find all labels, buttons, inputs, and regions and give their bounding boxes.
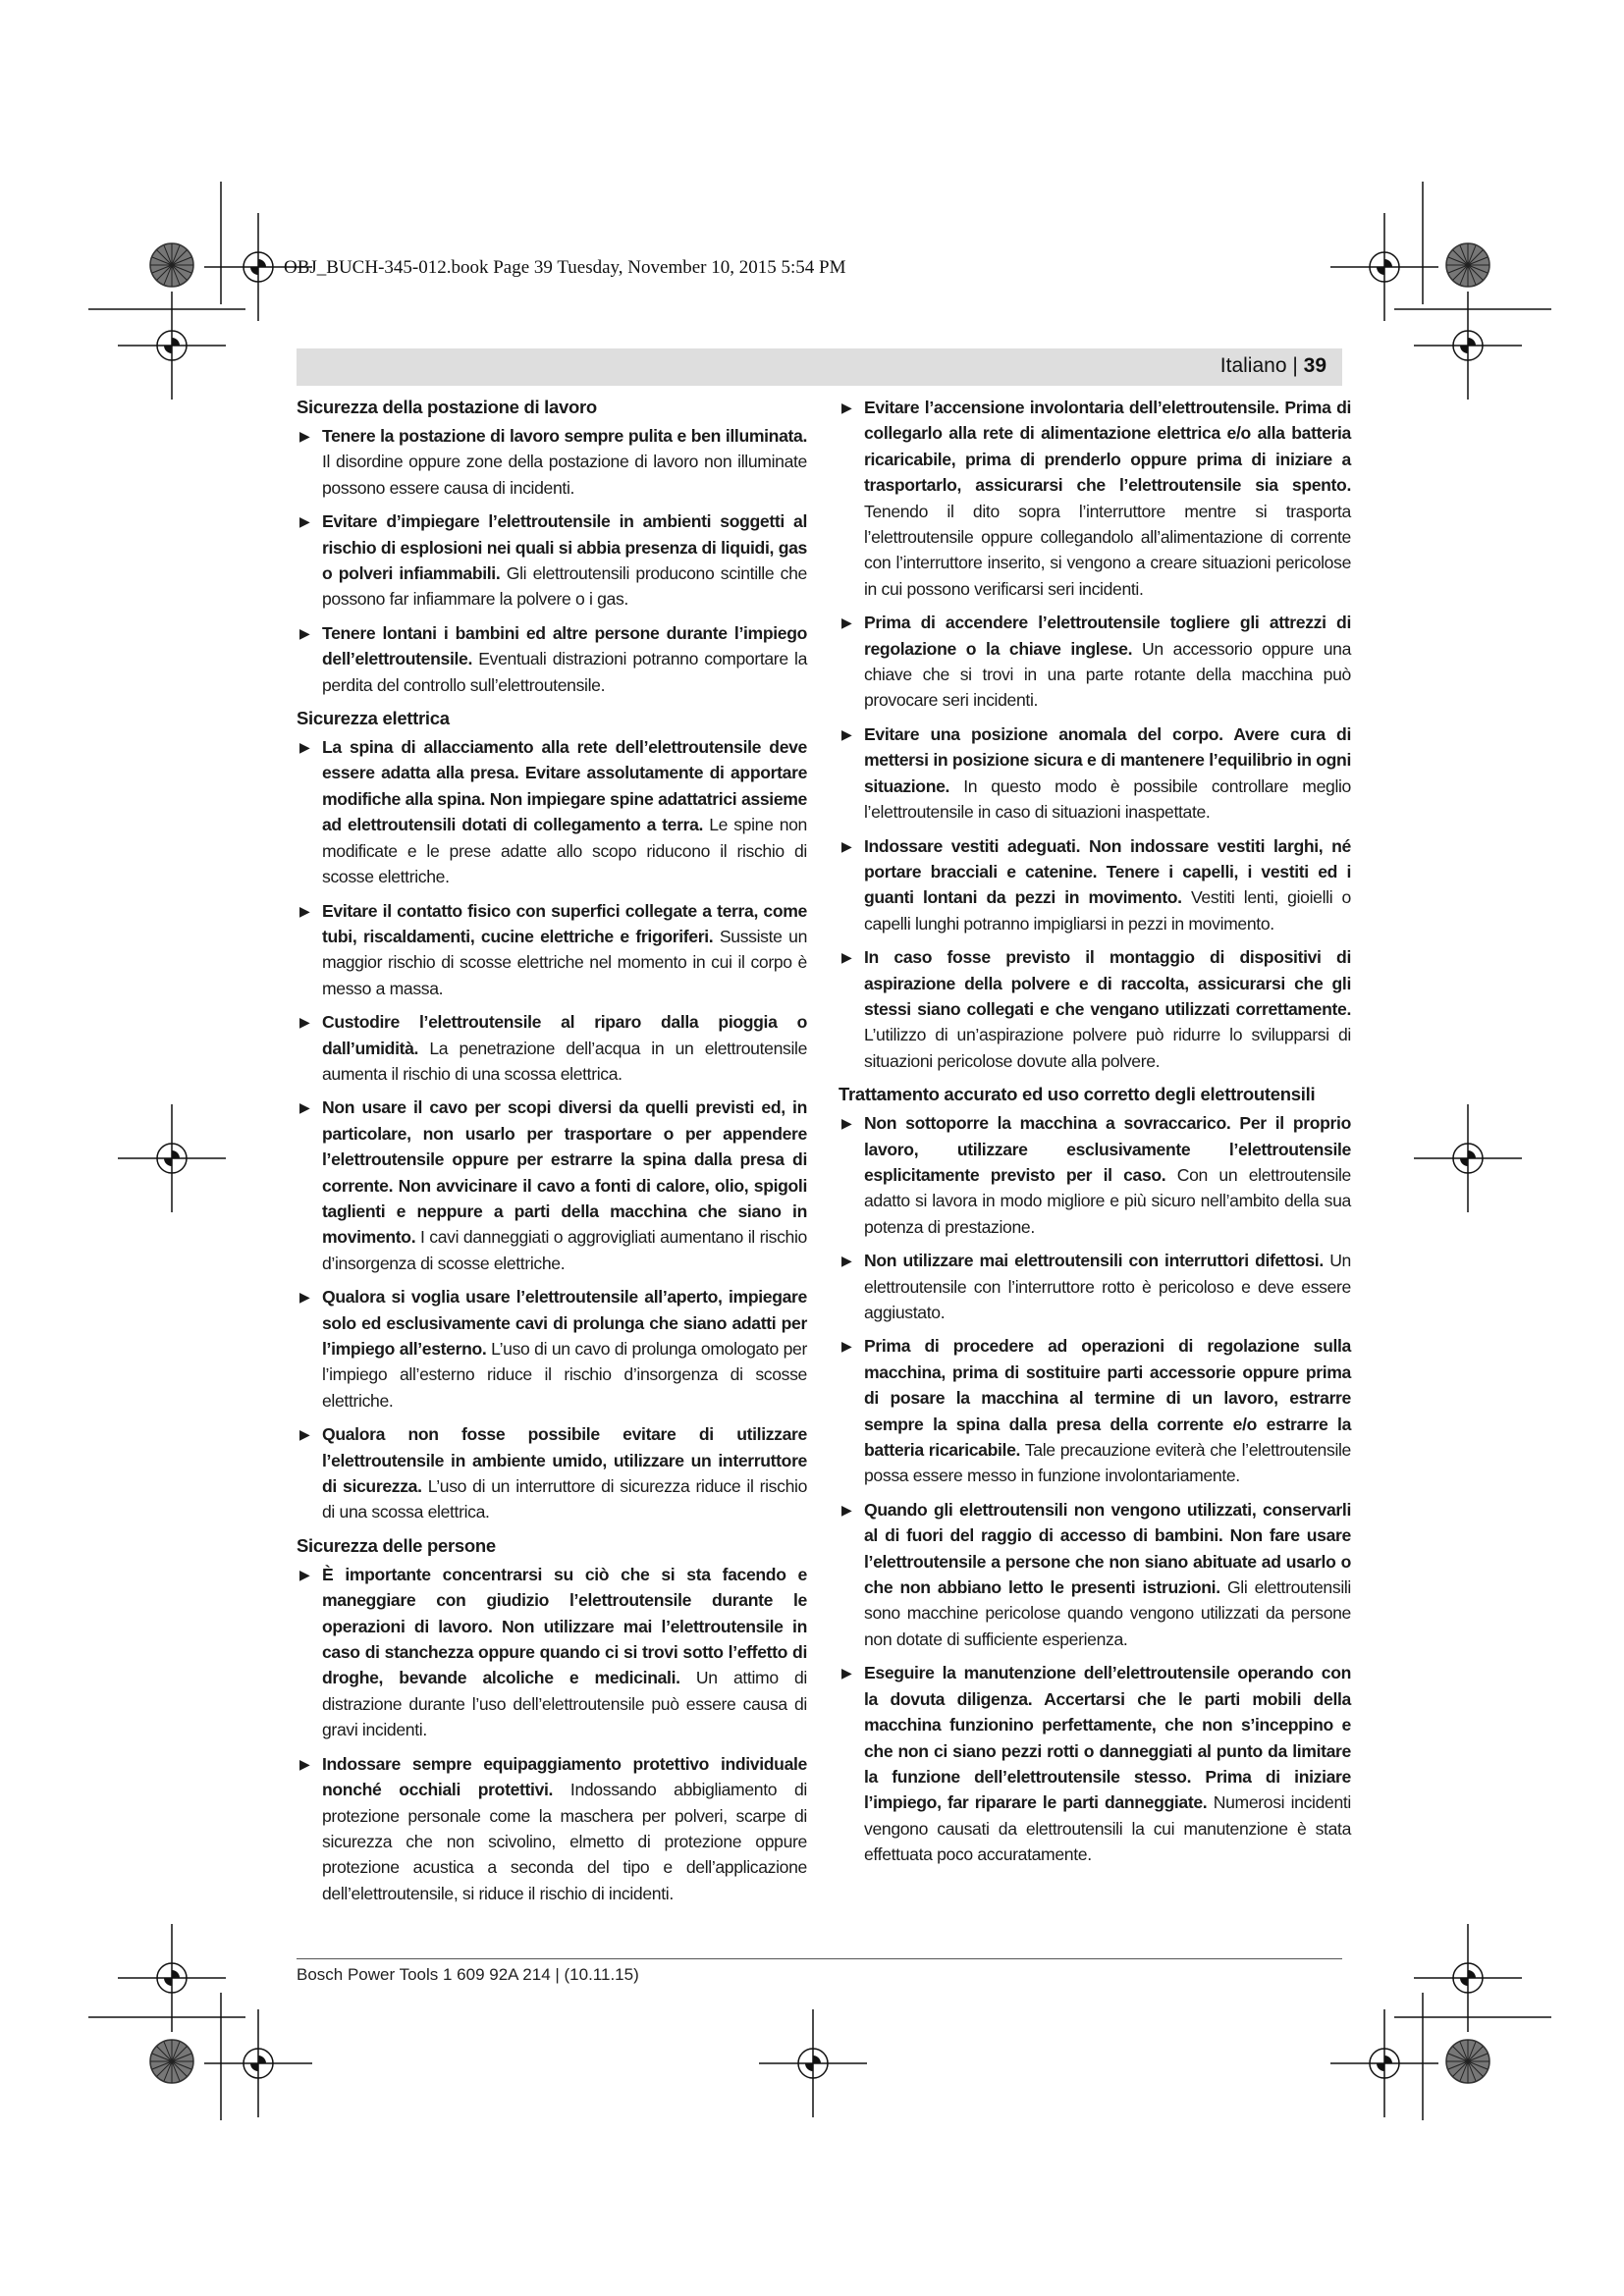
color-wheel-bottom-left: [150, 2040, 193, 2083]
list-item: ▶ In caso fosse previsto il montaggio di dispositivi di aspirazione della polvere e di raccolta, assicurarsi che gli stessi siano collegati e che vengano utilizzati correttamente. L’utilizzo di un’aspirazione polvere può ridurre lo svilupparsi di situazioni pericolose dovute alla polvere.: [839, 944, 1351, 1074]
list-item: ▶ La spina di allacciamento alla rete dell’elettroutensile deve essere adatta alla presa. Evitare assolutamente di apportare modifiche alla spina. Non impiegare spine adattatrici assieme ad elettroutensili dotati di collegamento a terra. Le spine non modificate e le prese adatte allo scopo riducono il rischio di scosse elettriche.: [297, 734, 807, 889]
registration-mark-upper-right: [1414, 292, 1522, 400]
bullet-arrow-icon: ▶: [299, 1014, 310, 1031]
header-separator: |: [1286, 354, 1304, 377]
right-column: [839, 395, 1351, 1876]
list-item: ▶ Qualora si voglia usare l’elettroutensile all’aperto, impiegare solo ed esclusivamente cavi di prolunga che siano adatti per l’impiego all’esterno. L’uso di un cavo di prolunga omologato per l’impiego all’esterno riduce il rischio d’insorgenza di scosse elettriche.: [297, 1284, 807, 1414]
list-item: ▶ Evitare l’accensione involontaria dell’elettroutensile. Prima di collegarlo alla rete di alimentazione elettrica e/o alla batteria ricaricabile, prima di prenderlo oppure prima di iniziare a trasportarlo, assicurarsi che l’elettroutensile sia spento. Tenendo il dito sopra l’interruttore mentre si trasporta l’elettroutensile oppure collegandolo all’alimentazione di corrente con l’interruttore inserito, si vengono a creare situazioni pericolose in cui possono verificarsi seri incidenti.: [839, 395, 1351, 602]
footer-divider: [297, 1958, 1342, 1959]
bullet-arrow-icon: ▶: [299, 513, 310, 530]
color-wheel-top-right: [1446, 243, 1489, 287]
bullet-arrow-icon: ▶: [299, 1566, 310, 1582]
page-header: [1220, 354, 1326, 378]
list-item: ▶ Tenere la postazione di lavoro sempre pulita e ben illuminata. Il disordine oppure zone della postazione di lavoro non illuminate possono essere causa di incidenti.: [297, 423, 807, 501]
bullet-arrow-icon: ▶: [299, 902, 310, 919]
bullet-arrow-icon: ▶: [841, 1501, 852, 1518]
list-item: ▶ Qualora non fosse possibile evitare di utilizzare l’elettroutensile in ambiente umido, utilizzare un interruttore di sicurezza. L’uso di un interruttore di sicurezza riduce il rischio di una scossa elettrica.: [297, 1421, 807, 1525]
bullet-arrow-icon: ▶: [299, 624, 310, 641]
list-item: ▶ Eseguire la manutenzione dell’elettroutensile operando con la dovuta diligenza. Accertarsi che le parti mobili della macchina funzionino perfettamente, che non s’inceppino e che non ci siano pezzi rotti o danneggiati al punto da limitare la funzione dell’elettroutensile stesso. Prima di iniziare l’impiego, far riparare le parti danneggiate. Numerosi incidenti vengono causati da elettroutensili la cui manutenzione è stata effettuata poco accuratamente.: [839, 1660, 1351, 1867]
list-item: ▶ Prima di procedere ad operazioni di regolazione sulla macchina, prima di sostituire parti accessorie oppure prima di posare la macchina al termine di un lavoro, estrarre sempre la spina dalla presa della corrente e/o estrarre la batteria ricaricabile. Tale precauzione eviterà che l’elettroutensile possa essere messo in funzione involontariamente.: [839, 1333, 1351, 1488]
registration-mark-mid-right: [1414, 1104, 1522, 1212]
bullet-arrow-icon: ▶: [841, 1253, 852, 1269]
bullet-arrow-icon: ▶: [299, 428, 310, 444]
bullet-arrow-icon: ▶: [299, 1099, 310, 1116]
bullet-arrow-icon: ▶: [841, 1115, 852, 1132]
header-bar: [297, 348, 1342, 386]
section-title: Sicurezza delle persone: [297, 1534, 496, 1556]
list-item: ▶ Non utilizzare mai elettroutensili con interruttori difettosi. Un elettroutensile con l’interruttore rotto è pericoloso e deve essere aggiustato.: [839, 1248, 1351, 1325]
list-item: ▶ Non sottoporre la macchina a sovraccarico. Per il proprio lavoro, utilizzare esclusivamente l’elettroutensile esplicitamente previsto per il caso. Con un elettroutensile adatto si lavora in modo migliore e più sicuro nell’ambito della sua potenza di prestazione.: [839, 1110, 1351, 1240]
bullet-arrow-icon: ▶: [299, 739, 310, 756]
list-item: ▶ Custodire l’elettroutensile al riparo dalla pioggia o dall’umidità. La penetrazione dell’acqua in un elettroutensile aumenta il rischio di una scossa elettrica.: [297, 1009, 807, 1087]
registration-mark-lower-right: [1414, 1924, 1522, 2032]
list-item: ▶ Quando gli elettroutensili non vengono utilizzati, conservarli al di fuori del raggio di accesso di bambini. Non fare usare l’elettroutensile a persone che non siano abituate ad usarlo o che non abbiano letto le presenti istruzioni. Gli elettroutensili sono macchine pericolose quando vengono utilizzati da persone non dotate di sufficiente esperienza.: [839, 1497, 1351, 1652]
page-footer: Bosch Power Tools 1 609 92A 214 | (10.11.15): [297, 1965, 639, 1984]
bullet-arrow-icon: ▶: [841, 949, 852, 966]
bullet-arrow-icon: ▶: [841, 1338, 852, 1355]
bullet-arrow-icon: ▶: [841, 725, 852, 742]
bullet-arrow-icon: ▶: [299, 1426, 310, 1443]
bullet-arrow-icon: ▶: [299, 1289, 310, 1306]
registration-mark-mid-left: [118, 1104, 226, 1212]
list-item: ▶ Non usare il cavo per scopi diversi da quelli previsti ed, in particolare, non usarlo per trasportare o per appendere l’elettroutensile oppure per estrarre la spina dalla presa di corrente. Non avvicinare il cavo a fonti di calore, olio, spigoli taglienti e neppure a parti della macchina che siano in movimento. I cavi danneggiati o aggrovigliati aumentano il rischio d’insorgenza di scosse elettriche.: [297, 1095, 807, 1276]
bullet-arrow-icon: ▶: [841, 1665, 852, 1682]
registration-mark-upper-left: [118, 292, 226, 400]
bullet-arrow-icon: ▶: [841, 400, 852, 415]
bullet-arrow-icon: ▶: [841, 614, 852, 631]
section-title: Sicurezza elettrica: [297, 708, 450, 729]
bullet-arrow-icon: ▶: [841, 837, 852, 854]
color-wheel-bottom-right: [1446, 2040, 1489, 2083]
print-slug: OBJ_BUCH-345-012.book Page 39 Tuesday, November 10, 2015 5:54 PM: [284, 257, 846, 278]
left-column: [297, 395, 807, 1914]
list-item: ▶ Evitare una posizione anomala del corpo. Avere cura di mettersi in posizione sicura e di mantenere l’equilibrio in ogni situazione. In questo modo è possibile controllare meglio l’elettroutensile in caso di situazioni inaspettate.: [839, 721, 1351, 826]
header-language: Italiano: [1219, 354, 1287, 377]
list-item: ▶ Tenere lontani i bambini ed altre persone durante l’impiego dell’elettroutensile. Eventuali distrazioni potranno comportare la perdita del controllo sull’elettroutensile.: [297, 620, 807, 698]
list-item: ▶ È importante concentrarsi su ciò che si sta facendo e maneggiare con giudizio l’elettroutensile durante le operazioni di lavoro. Non utilizzare mai l’elettroutensile in caso di stanchezza oppure quando ci si trovi sotto l’effetto di droghe, bevande alcoliche e medicinali. Un attimo di distrazione durante l’uso dell’elettroutensile può essere causa di gravi incidenti.: [297, 1562, 807, 1743]
registration-mark-lower-left: [118, 1924, 226, 2032]
section-title: Trattamento accurato ed uso corretto degli elettroutensili: [839, 1084, 1316, 1105]
list-item: ▶ Indossare sempre equipaggiamento protettivo individuale nonché occhiali protettivi. Indossando abbigliamento di protezione personale come la maschera per polveri, scarpe di sicurezza che non scivolino, elmetto di protezione oppure protezione acustica a seconda del tipo e dell’applicazione dell’elettroutensile, si riduce il rischio di incidenti.: [297, 1751, 807, 1906]
list-item: ▶ Indossare vestiti adeguati. Non indossare vestiti larghi, né portare bracciali e catenine. Tenere i capelli, i vestiti ed i guanti lontani da pezzi in movimento. Vestiti lenti, gioielli o capelli lunghi potranno impigliarsi in pezzi in movimento.: [839, 833, 1351, 937]
bullet-arrow-icon: ▶: [299, 1755, 310, 1772]
section-title: Sicurezza della postazione di lavoro: [297, 397, 597, 417]
list-item: ▶ Evitare il contatto fisico con superfici collegate a terra, come tubi, riscaldamenti, cucine elettriche e frigoriferi. Sussiste un maggior rischio di scosse elettriche nel momento in cui il corpo è messo a massa.: [297, 898, 807, 1002]
list-item: ▶ Prima di accendere l’elettroutensile togliere gli attrezzi di regolazione o la chiave inglese. Un accessorio oppure una chiave che si trovi in una parte rotante della macchina può provocare seri incidenti.: [839, 610, 1351, 714]
color-wheel-top-left: [150, 243, 193, 287]
page-number: 39: [1303, 354, 1326, 377]
registration-mark-bottom-center: [759, 2009, 867, 2117]
list-item: ▶ Evitare d’impiegare l’elettroutensile in ambienti soggetti al rischio di esplosioni nei quali si abbia presenza di liquidi, gas o polveri infiammabili. Gli elettroutensili producono scintille che possono far infiammare la polvere o i gas.: [297, 508, 807, 613]
